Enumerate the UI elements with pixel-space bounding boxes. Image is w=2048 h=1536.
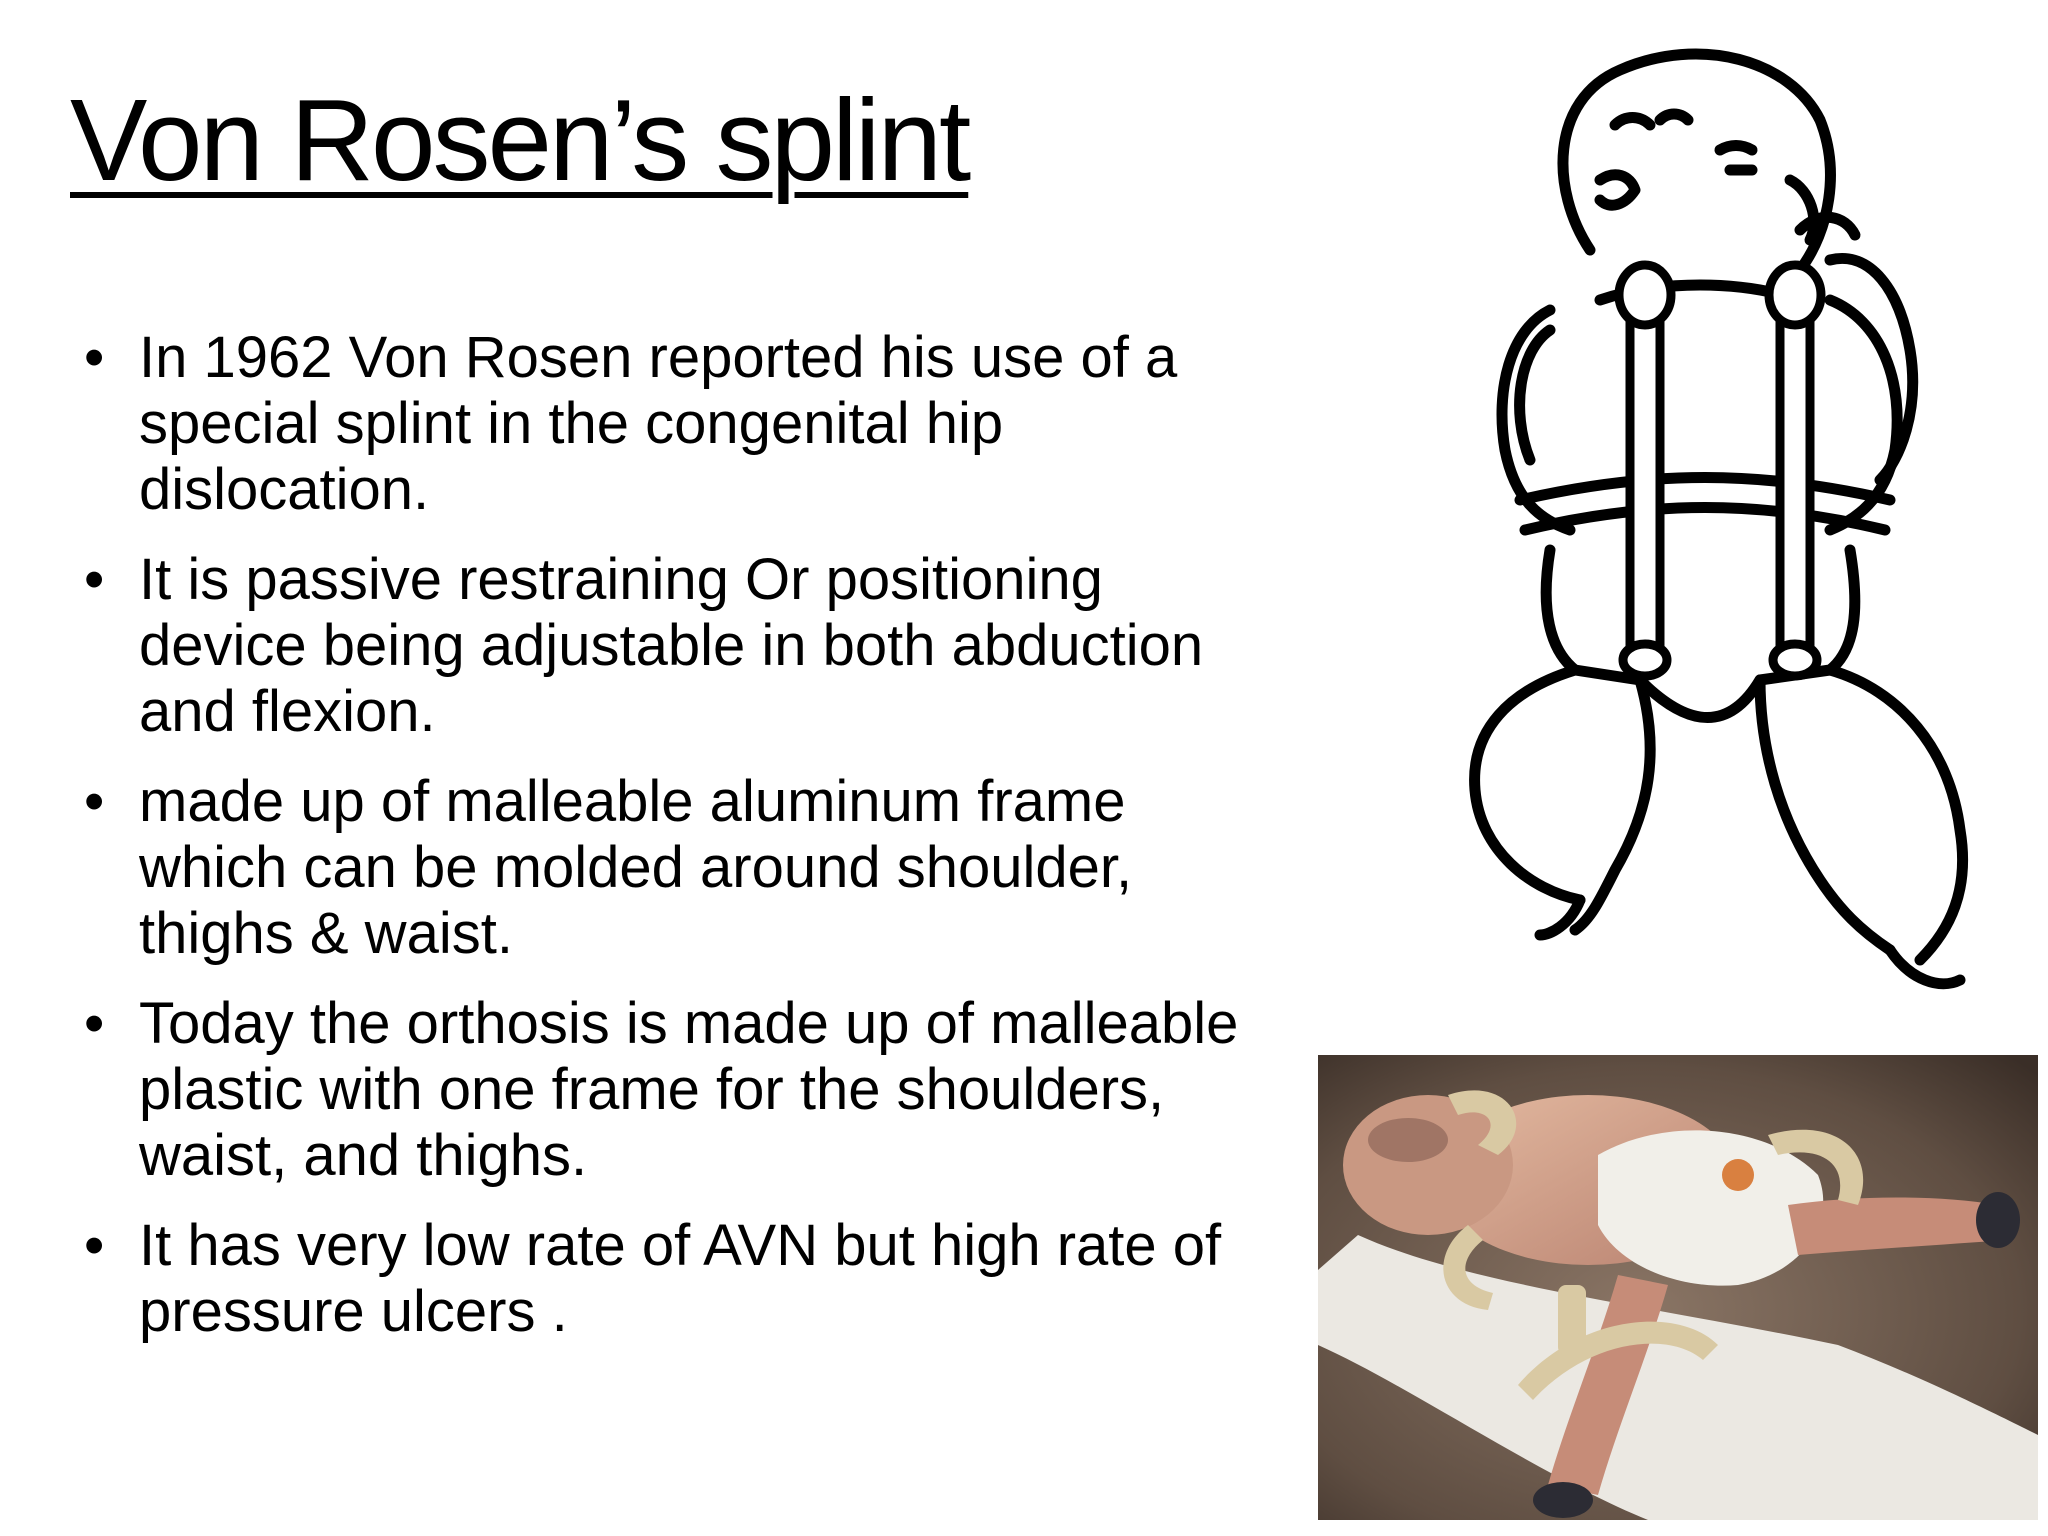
bullet-dot-icon: • — [84, 991, 105, 1056]
bullet-list — [84, 325, 1284, 1369]
slide-title: Von Rosen’s splint — [70, 75, 969, 205]
splint-drawing-image — [1400, 30, 2000, 1030]
bullet-item — [84, 1213, 1284, 1345]
bullet-item — [84, 991, 1284, 1189]
bullet-text: It has very low rate of AVN but high rate of pressure ulcers . — [139, 1213, 1222, 1344]
bullet-item — [84, 547, 1284, 745]
bullet-dot-icon: • — [84, 769, 105, 834]
bullet-dot-icon: • — [84, 547, 105, 612]
infant-splint-photo — [1318, 1055, 2038, 1520]
bullet-text: In 1962 Von Rosen reported his use of a special splint in the congenital hip dislocation. — [139, 325, 1178, 522]
bullet-dot-icon: • — [84, 325, 105, 390]
bullet-dot-icon: • — [84, 1213, 105, 1278]
bullet-text: Today the orthosis is made up of malleable plastic with one frame for the shoulders, waist, and thighs. — [139, 991, 1239, 1188]
bullet-item — [84, 325, 1284, 523]
bullet-text: It is passive restraining Or positioning device being adjustable in both abduction and flexion. — [139, 547, 1204, 744]
bullet-item — [84, 769, 1284, 967]
bullet-text: made up of malleable aluminum frame which can be molded around shoulder, thighs & waist. — [139, 769, 1133, 966]
